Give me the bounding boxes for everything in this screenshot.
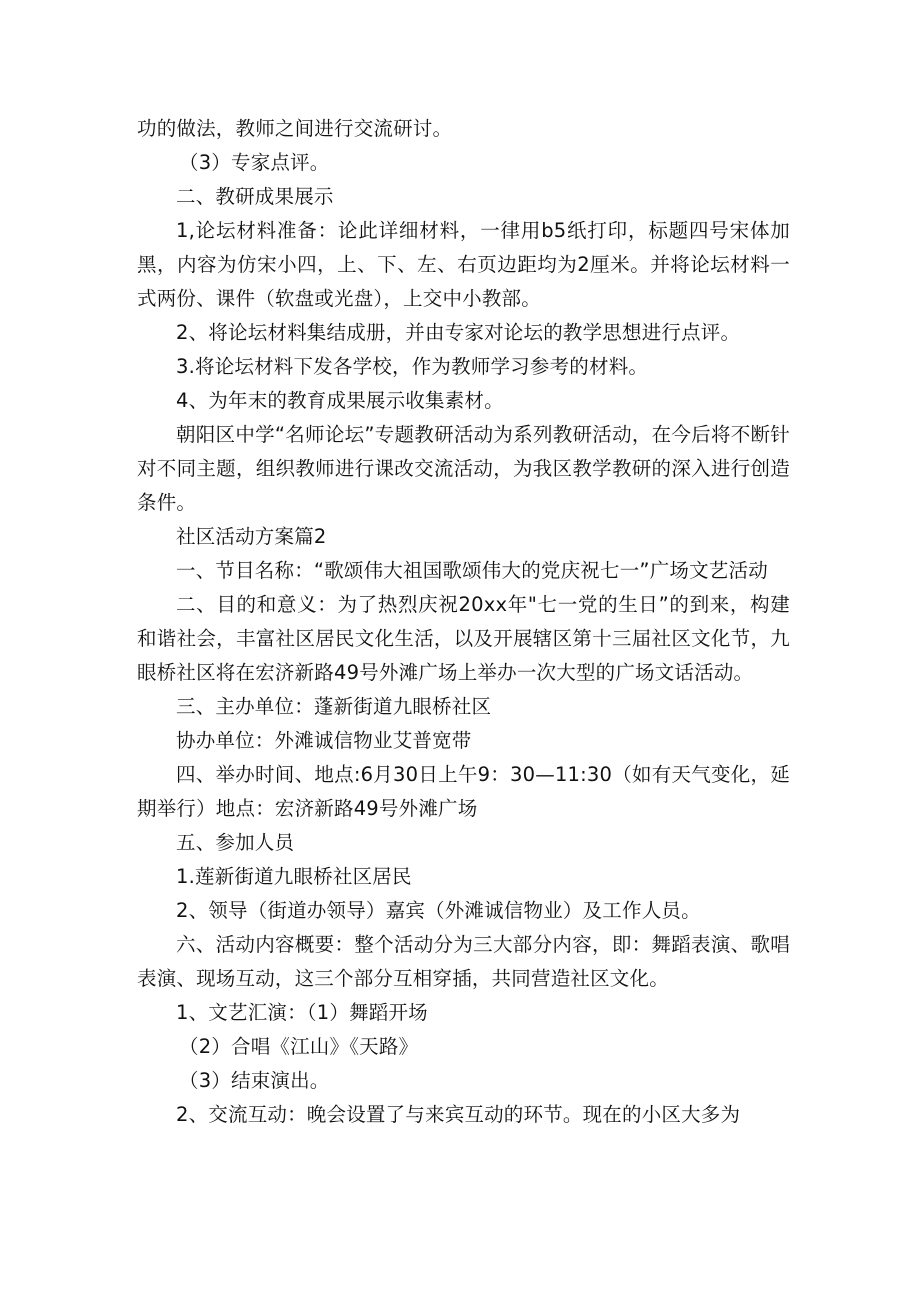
paragraph-14: 四、举办时间、地点:6月30日上午9：30—11:30（如有天气变化，延期举行）地点：宏济新路49号外滩广场	[137, 763, 790, 820]
paragraph-4: 1,论坛材料准备：论此详细材料，一律用b5纸打印，标题四号宋体加黑，内容为仿宋小四，上、下、左、右页边距均为2厘米。并将论坛材料一式两份、课件（软盘或光盘），上交中小教部。	[137, 219, 790, 310]
paragraph-6: 3.将论坛材料下发各学校，作为教师学习参考的材料。	[176, 355, 649, 378]
paragraph-13: 协办单位：外滩诚信物业艾普宽带	[176, 729, 472, 752]
paragraph-22: 2、交流互动：晚会设置了与来宾互动的环节。现在的小区大多为	[176, 1103, 741, 1126]
paragraph-19: 1、文艺汇演：（1）舞蹈开场	[176, 1001, 428, 1024]
paragraph-21: （3）结束演出。	[179, 1069, 330, 1092]
section-heading-2: 二、教研成果展示	[176, 185, 334, 208]
paragraph-7: 4、为年末的教育成果展示收集素材。	[176, 389, 504, 412]
chapter-title: 社区活动方案篇2	[176, 525, 327, 548]
paragraph-1: 功的做法，教师之间进行交流研讨。	[137, 117, 453, 140]
paragraph-5: 2、将论坛材料集结成册，并由专家对论坛的教学思想进行点评。	[176, 321, 741, 344]
paragraph-12: 三、主办单位：蓬新街道九眼桥社区	[176, 695, 492, 718]
paragraph-17: 2、领导（街道办领导）嘉宾（外滩诚信物业）及工作人员。	[176, 899, 701, 922]
paragraph-16: 1.莲新街道九眼桥社区居民	[176, 865, 412, 888]
paragraph-2: （3）专家点评。	[179, 151, 330, 174]
paragraph-15: 五、参加人员	[176, 831, 295, 854]
paragraph-11: 二、目的和意义：为了热烈庆祝20xx年"七一党的生日”的到来，构建和谐社会，丰富社区居民文化生活，以及开展辖区第十三届社区文化节，九眼桥社区将在宏济新路49号外滩广场上举办一次大型的广场文话活动。	[137, 593, 790, 684]
paragraph-8: 朝阳区中学“名师论坛”专题教研活动为系列教研活动，在今后将不断针对不同主题，组织教师进行课改交流活动，为我区教学教研的深入进行创造条件。	[137, 423, 790, 514]
paragraph-20: （2）合唱《江山》《天路》	[179, 1035, 419, 1058]
paragraph-10: 一、节目名称：“歌颂伟大祖国歌颂伟大的党庆祝七一”广场文艺活动	[176, 559, 768, 582]
paragraph-18: 六、活动内容概要：整个活动分为三大部分内容，即：舞蹈表演、歌唱表演、现场互动，这三个部分互相穿插，共同营造社区文化。	[137, 933, 790, 990]
